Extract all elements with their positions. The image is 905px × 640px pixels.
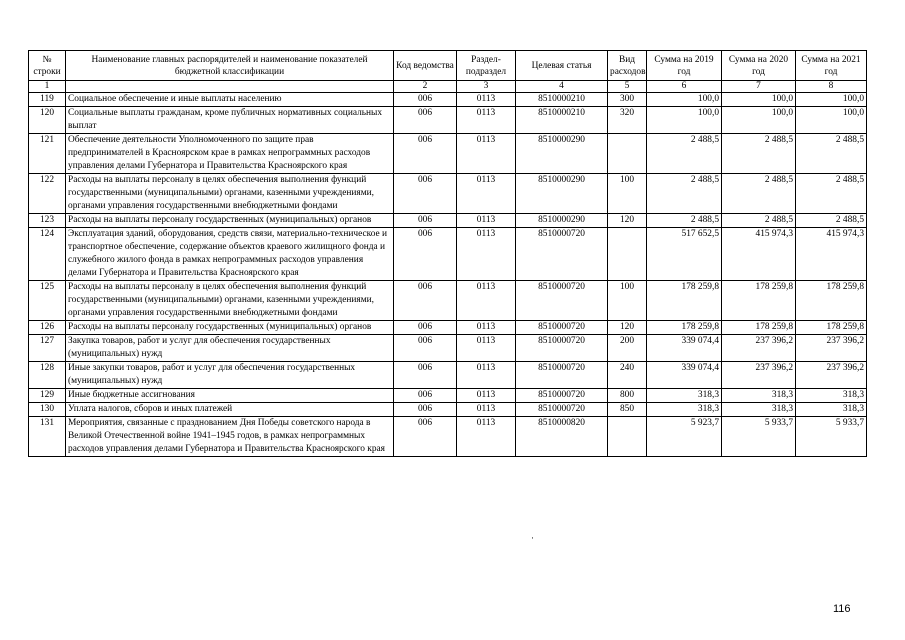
row-sum-2019: 318,3 — [647, 389, 722, 403]
header-name: Наименование главных распорядителей и наименование показателей бюджетной классификации — [66, 51, 394, 81]
row-sum-2021: 2 488,5 — [796, 214, 867, 228]
row-name: Расходы на выплаты персоналу государственных (муниципальных) органов — [66, 214, 394, 228]
row-name: Обеспечение деятельности Уполномоченного по защите прав предпринимателей в Красноярском крае в рамках непрограммных расходов управления делами Губернатора и Правительства Красноярского края — [66, 134, 394, 174]
row-target-article: 8510000210 — [516, 107, 608, 134]
row-target-article: 8510000290 — [516, 214, 608, 228]
row-expense-type: 120 — [608, 321, 647, 335]
row-sum-2020: 318,3 — [722, 389, 796, 403]
row-expense-type: 850 — [608, 403, 647, 417]
table-row — [29, 107, 867, 134]
table-row — [29, 214, 867, 228]
row-target-article: 8510000720 — [516, 228, 608, 281]
row-expense-type: 800 — [608, 389, 647, 403]
column-number: 5 — [608, 81, 647, 93]
header-expense-type: Вид расходов — [608, 51, 647, 81]
budget-table — [28, 50, 867, 457]
row-expense-type: 200 — [608, 335, 647, 362]
row-name: Расходы на выплаты персоналу в целях обеспечения выполнения функций государственными (муниципальными) органами, казенными учреждениями, органами управления государственными внебюджетными фондами — [66, 174, 394, 214]
row-expense-type — [608, 134, 647, 174]
row-sum-2021: 415 974,3 — [796, 228, 867, 281]
row-section: 0113 — [457, 228, 516, 281]
row-sum-2021: 100,0 — [796, 93, 867, 107]
table-row — [29, 93, 867, 107]
row-department-code: 006 — [394, 389, 457, 403]
row-target-article: 8510000820 — [516, 417, 608, 457]
row-number: 124 — [29, 228, 66, 281]
row-sum-2019: 178 259,8 — [647, 281, 722, 321]
row-sum-2019: 5 923,7 — [647, 417, 722, 457]
row-sum-2019: 2 488,5 — [647, 214, 722, 228]
row-sum-2020: 415 974,3 — [722, 228, 796, 281]
row-number: 119 — [29, 93, 66, 107]
header-sum-2019: Сумма на 2019 год — [647, 51, 722, 81]
row-department-code: 006 — [394, 228, 457, 281]
row-sum-2021: 318,3 — [796, 403, 867, 417]
row-department-code: 006 — [394, 321, 457, 335]
row-sum-2020: 100,0 — [722, 93, 796, 107]
table-body — [29, 93, 867, 457]
column-number: 8 — [796, 81, 867, 93]
row-expense-type: 240 — [608, 362, 647, 389]
row-sum-2019: 339 074,4 — [647, 335, 722, 362]
row-sum-2020: 178 259,8 — [722, 321, 796, 335]
row-target-article: 8510000720 — [516, 389, 608, 403]
row-sum-2020: 178 259,8 — [722, 281, 796, 321]
row-section: 0113 — [457, 134, 516, 174]
row-sum-2020: 2 488,5 — [722, 214, 796, 228]
table-row — [29, 134, 867, 174]
row-section: 0113 — [457, 335, 516, 362]
row-name: Социальные выплаты гражданам, кроме публичных нормативных социальных выплат — [66, 107, 394, 134]
row-target-article: 8510000720 — [516, 362, 608, 389]
row-sum-2020: 5 933,7 — [722, 417, 796, 457]
row-expense-type: 320 — [608, 107, 647, 134]
row-number: 128 — [29, 362, 66, 389]
row-section: 0113 — [457, 174, 516, 214]
row-section: 0113 — [457, 417, 516, 457]
row-sum-2019: 517 652,5 — [647, 228, 722, 281]
header-target-article: Целевая статья — [516, 51, 608, 81]
header-row-number: № строки — [29, 51, 66, 81]
row-expense-type: 100 — [608, 281, 647, 321]
column-numbering-row — [29, 81, 867, 93]
row-sum-2020: 100,0 — [722, 107, 796, 134]
table-row — [29, 403, 867, 417]
row-number: 131 — [29, 417, 66, 457]
row-sum-2021: 318,3 — [796, 389, 867, 403]
row-target-article: 8510000290 — [516, 134, 608, 174]
row-department-code: 006 — [394, 93, 457, 107]
column-number: 7 — [722, 81, 796, 93]
row-target-article: 8510000720 — [516, 281, 608, 321]
row-expense-type — [608, 228, 647, 281]
row-department-code: 006 — [394, 335, 457, 362]
row-target-article: 8510000720 — [516, 321, 608, 335]
row-sum-2019: 318,3 — [647, 403, 722, 417]
row-section: 0113 — [457, 389, 516, 403]
row-name: Иные бюджетные ассигнования — [66, 389, 394, 403]
row-name: Уплата налогов, сборов и иных платежей — [66, 403, 394, 417]
column-number: 2 — [394, 81, 457, 93]
row-number: 126 — [29, 321, 66, 335]
row-section: 0113 — [457, 321, 516, 335]
row-number: 127 — [29, 335, 66, 362]
row-number: 121 — [29, 134, 66, 174]
row-sum-2020: 237 396,2 — [722, 335, 796, 362]
row-expense-type: 120 — [608, 214, 647, 228]
row-number: 125 — [29, 281, 66, 321]
row-section: 0113 — [457, 107, 516, 134]
row-sum-2019: 100,0 — [647, 93, 722, 107]
row-department-code: 006 — [394, 281, 457, 321]
row-number: 120 — [29, 107, 66, 134]
table-row — [29, 417, 867, 457]
row-department-code: 006 — [394, 417, 457, 457]
header-section: Раздел-подраздел — [457, 51, 516, 81]
column-number: 4 — [516, 81, 608, 93]
row-target-article: 8510000720 — [516, 335, 608, 362]
stray-mark: · — [531, 533, 534, 543]
table-row — [29, 321, 867, 335]
row-department-code: 006 — [394, 107, 457, 134]
row-name: Социальное обеспечение и иные выплаты населению — [66, 93, 394, 107]
row-number: 122 — [29, 174, 66, 214]
header-sum-2021: Сумма на 2021 год — [796, 51, 867, 81]
row-sum-2021: 5 933,7 — [796, 417, 867, 457]
row-section: 0113 — [457, 281, 516, 321]
row-target-article: 8510000720 — [516, 403, 608, 417]
row-name: Расходы на выплаты персоналу государственных (муниципальных) органов — [66, 321, 394, 335]
row-name: Расходы на выплаты персоналу в целях обеспечения выполнения функций государственными (муниципальными) органами, казенными учреждениями, органами управления государственными внебюджетными фондами — [66, 281, 394, 321]
column-number: 6 — [647, 81, 722, 93]
header-sum-2020: Сумма на 2020 год — [722, 51, 796, 81]
row-name: Мероприятия, связанные с празднованием Дня Победы советского народа в Великой Отечественной войне 1941–1945 годов, в рамках непрограммных расходов управления делами Губернатора и Правительства Красноярского края — [66, 417, 394, 457]
row-sum-2019: 100,0 — [647, 107, 722, 134]
header-row — [29, 51, 867, 81]
table-row — [29, 335, 867, 362]
row-target-article: 8510000210 — [516, 93, 608, 107]
row-sum-2019: 178 259,8 — [647, 321, 722, 335]
row-section: 0113 — [457, 214, 516, 228]
table-row — [29, 362, 867, 389]
table-row — [29, 389, 867, 403]
row-sum-2020: 318,3 — [722, 403, 796, 417]
table-row — [29, 228, 867, 281]
row-sum-2021: 178 259,8 — [796, 281, 867, 321]
row-section: 0113 — [457, 362, 516, 389]
row-name: Иные закупки товаров, работ и услуг для обеспечения государственных (муниципальных) нужд — [66, 362, 394, 389]
row-department-code: 006 — [394, 214, 457, 228]
row-department-code: 006 — [394, 174, 457, 214]
row-sum-2021: 237 396,2 — [796, 362, 867, 389]
row-target-article: 8510000290 — [516, 174, 608, 214]
row-name: Эксплуатация зданий, оборудования, средств связи, материально-техническое и транспортное обеспечение, содержание объектов краевого жилищного фонда и служебного жилого фонда в рамках непрограммных расходов управления делами Губернатора и Правительства Красноярского края — [66, 228, 394, 281]
row-section: 0113 — [457, 93, 516, 107]
row-sum-2019: 339 074,4 — [647, 362, 722, 389]
row-sum-2019: 2 488,5 — [647, 174, 722, 214]
row-sum-2021: 237 396,2 — [796, 335, 867, 362]
row-number: 129 — [29, 389, 66, 403]
row-expense-type — [608, 417, 647, 457]
row-sum-2020: 2 488,5 — [722, 134, 796, 174]
row-sum-2021: 2 488,5 — [796, 134, 867, 174]
row-sum-2021: 178 259,8 — [796, 321, 867, 335]
table-row — [29, 174, 867, 214]
row-expense-type: 100 — [608, 174, 647, 214]
row-department-code: 006 — [394, 134, 457, 174]
table-row — [29, 281, 867, 321]
row-sum-2020: 237 396,2 — [722, 362, 796, 389]
page-number: 116 — [833, 603, 851, 615]
row-number: 123 — [29, 214, 66, 228]
header-department-code: Код ведомства — [394, 51, 457, 81]
row-sum-2021: 100,0 — [796, 107, 867, 134]
row-sum-2019: 2 488,5 — [647, 134, 722, 174]
column-number: 1 — [29, 81, 66, 93]
row-section: 0113 — [457, 403, 516, 417]
row-sum-2020: 2 488,5 — [722, 174, 796, 214]
row-name: Закупка товаров, работ и услуг для обеспечения государственных (муниципальных) нужд — [66, 335, 394, 362]
row-department-code: 006 — [394, 362, 457, 389]
column-number: 3 — [457, 81, 516, 93]
row-expense-type: 300 — [608, 93, 647, 107]
row-department-code: 006 — [394, 403, 457, 417]
row-sum-2021: 2 488,5 — [796, 174, 867, 214]
row-number: 130 — [29, 403, 66, 417]
